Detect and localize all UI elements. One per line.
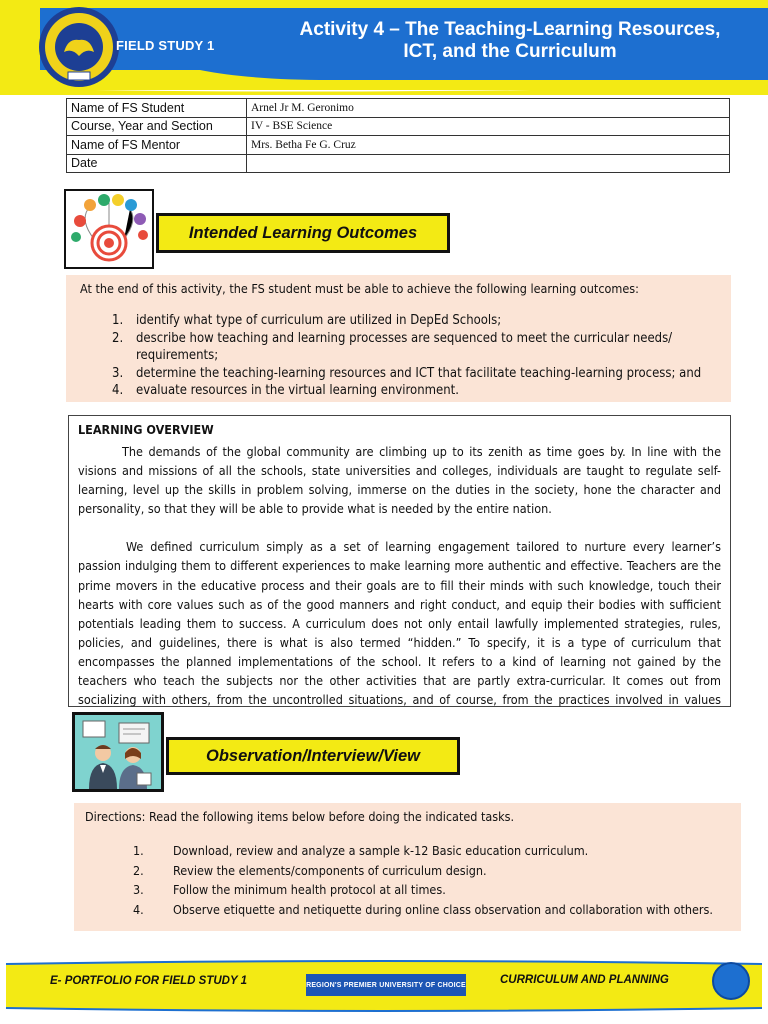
- target-ideas-icon: [66, 191, 152, 267]
- table-label-cell: Name of FS Student: [67, 99, 247, 118]
- list-item: [85, 880, 730, 900]
- list-item: [112, 330, 717, 365]
- list-item: [112, 312, 717, 330]
- list-number: 1.: [133, 843, 144, 858]
- activity-title-line1: Activity 4 – The Teaching-Learning Resources,: [299, 19, 721, 40]
- student-info-table: [66, 98, 730, 173]
- list-number: 2.: [112, 330, 124, 346]
- table-value-cell[interactable]: IV - BSE Science: [247, 117, 730, 136]
- table-value-cell[interactable]: Mrs. Betha Fe G. Cruz: [247, 136, 730, 155]
- list-text: determine the teaching-learning resources and ICT that facilitate teaching-learning process; and: [136, 365, 702, 381]
- learning-outcomes-heading: Intended Learning Outcomes: [156, 213, 450, 253]
- footer-tagline: REGION'S PREMIER UNIVERSITY OF CHOICE: [306, 974, 466, 996]
- overview-paragraph-2: We defined curriculum simply as a set of learning engagement tailored to nurture every learner’s passion indulging them to different experiences to make learning more authentic and effective. Teachers are the prime movers in the educative process and their goals are to fill their minds with such knowledge, touch their hearts with core values such as of the good manners and right conduct, and equip their bodies with sufficient potentials leading them to success. A curriculum does not only entail lawfully implemented strategies, rules, policies, and guidelines, there is what is also termed “hidden.” To specify, it is a type of curriculum that encompasses the planned implementations of the school. It refers to a kind of learning not gained by the teachers who teach the subjects nor the other activities that are partly extra-curricular. It comes out from socializing with others, from the uncontrolled situations, and of course, from the practices involved in values: [78, 539, 721, 708]
- field-study-label: FIELD STUDY 1: [116, 38, 215, 53]
- page-number-circle: [712, 962, 750, 1000]
- table-label-cell: Name of FS Mentor: [67, 136, 247, 155]
- list-number: 4.: [112, 383, 124, 398]
- university-seal-logo: [38, 6, 120, 88]
- footer-subject-label: CURRICULUM AND PLANNING: [500, 974, 669, 986]
- table-value-cell[interactable]: Arnel Jr M. Geronimo: [247, 99, 730, 118]
- list-item: [112, 365, 717, 383]
- observation-heading: Observation/Interview/View: [166, 737, 460, 775]
- list-text: identify what type of curriculum are utilized in DepEd Schools;: [136, 313, 502, 328]
- table-label-cell: Date: [67, 154, 247, 173]
- list-text: Follow the minimum health protocol at all times.: [173, 882, 446, 897]
- table-value-cell[interactable]: [247, 154, 730, 173]
- list-text: evaluate resources in the virtual learning environment.: [136, 383, 459, 398]
- interview-people-icon: [75, 715, 161, 789]
- list-text: describe how teaching and learning processes are sequenced to meet the curricular needs/: [136, 330, 673, 346]
- list-number: 3.: [112, 365, 124, 381]
- table-row: [67, 99, 730, 118]
- directions-text: Directions: Read the following items below before doing the indicated tasks.: [85, 809, 515, 824]
- table-label-cell: Course, Year and Section: [67, 117, 247, 136]
- learning-outcomes-intro: At the end of this activity, the FS student must be able to achieve the following learning outcomes:: [80, 281, 639, 296]
- list-number: 4.: [133, 901, 144, 917]
- activity-title-line2: ICT, and the Curriculum: [403, 41, 617, 62]
- learning-overview-box: [68, 415, 731, 707]
- learning-outcomes-icon-box: [64, 189, 154, 269]
- directions-box: [74, 803, 741, 931]
- learning-outcomes-box: [66, 275, 731, 402]
- table-row: [67, 154, 730, 173]
- list-item: [112, 382, 717, 400]
- footer-portfolio-label: E- PORTFOLIO FOR FIELD STUDY 1: [50, 975, 248, 987]
- observation-icon-box: [72, 712, 164, 792]
- list-text: Observe etiquette and netiquette during online class observation and collaboration with others.: [173, 901, 713, 917]
- activity-title: [282, 19, 738, 63]
- overview-paragraph-1: The demands of the global community are climbing up to its zenith as time goes by. In line with the visions and missions of all the schools, state universities and colleges, individuals are taught to regulate self-learning, level up the skills in problem solving, immerse on the duties in the society, hone the character and personality, so that they will be able to provide what is needed by the entire nation.: [78, 444, 721, 517]
- list-number: 3.: [133, 882, 144, 897]
- list-item: [85, 841, 730, 861]
- list-text: Download, review and analyze a sample k-12 Basic education curriculum.: [173, 843, 589, 858]
- list-text-continued: requirements;: [136, 348, 219, 363]
- table-row: [67, 136, 730, 155]
- list-item: [85, 900, 730, 920]
- list-number: 1.: [112, 313, 124, 328]
- learning-overview-title: LEARNING OVERVIEW: [78, 422, 214, 437]
- directions-list: [85, 841, 730, 919]
- list-text: Review the elements/components of curriculum design.: [173, 862, 487, 878]
- learning-outcomes-list: [112, 312, 717, 400]
- table-row: [67, 117, 730, 136]
- list-number: 2.: [133, 862, 144, 878]
- list-item: [85, 861, 730, 881]
